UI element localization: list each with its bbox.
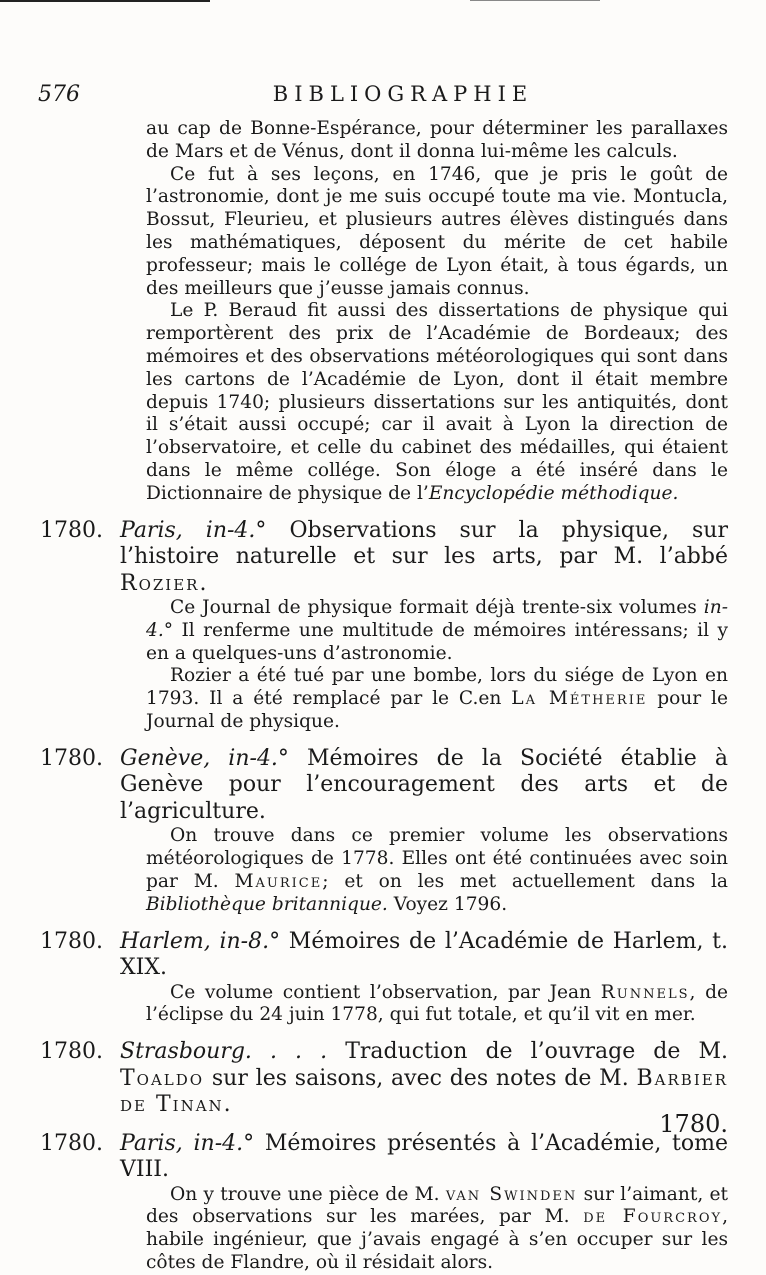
entry-note-paragraph [146,982,728,1028]
entry-heading [40,1131,728,1184]
entry-year: 1780. [40,1130,103,1156]
entry-title-text: Mémoires de la Société établie à Genève pour l’encouragement des arts et de l’agriculture. [120,745,728,824]
person-name: van Swinden [445,1183,578,1205]
entry-note-paragraph [146,597,728,665]
opening-section [40,118,728,506]
entry-place: Paris, in-4.° [120,1130,255,1156]
note-text: Ce volume contient l’observation, par Jean [170,981,601,1003]
entry-heading [40,518,728,598]
opening-paragraph-1: au cap de Bonne-Espérance, pour déterminer les parallaxes de Mars et de Vénus, dont il donna lui-même les calculs. [146,118,728,162]
top-rule [0,0,210,2]
note-text-cont: ; et on les met actuellement dans la [322,870,728,892]
entry-author: Rozier. [120,570,209,596]
entry-notes [40,597,728,734]
entry-title-text: Traduction de l’ouvrage de M. [345,1039,728,1065]
person-name: Maurice [234,870,323,892]
entry-year: 1780. [40,745,103,771]
entry-note-paragraph [146,665,728,733]
entry-heading [40,1039,728,1119]
top-rule-secondary [470,0,600,1]
entry-year: 1780. [40,517,103,543]
note-text-cont: Il renferme une multitude de mémoires intéressans; il y en a quelques-uns d’astronomie. [146,619,728,664]
entry-notes [40,1184,728,1275]
entry-title-text: Observations sur la physique, sur l’histoire naturelle et sur les arts, par M. l’abbé [120,517,728,570]
entry-title-text: Mémoires présentés à l’Académie, tome VIII. [120,1130,729,1183]
person-name: Runnels [600,981,690,1003]
note-text: On trouve dans ce premier volume les observations météorologiques de 1778. Elles ont été continuées avec soin par M. [146,825,728,892]
bibliography-entry [40,746,728,917]
entry-title-text: Mémoires de l’Académie de Harlem, t. XIX. [120,928,729,981]
person-name: La Métherie [511,688,648,710]
note-text: Rozier a été tué par une bombe, lors du siége de Lyon en 1793. Il a été remplacé par le C.en [146,665,728,710]
running-head: BIBLIOGRAPHIE [272,82,534,106]
page-number: 576 [38,82,80,107]
entry-title [120,518,728,598]
bibliography-entry [40,1039,728,1119]
entry-title [120,746,728,826]
bibliography-entry [40,518,728,734]
entry-note-paragraph [146,825,728,916]
entry-place: Paris, in-4.° [120,517,267,543]
opening-paragraph-3 [146,300,728,505]
entry-place: Harlem, in-8.° [120,928,281,954]
page-body [40,118,728,1275]
note-text: On y trouve une pièce de M. [170,1183,446,1205]
entry-notes [40,982,728,1028]
entry-title [120,1039,728,1119]
bibliography-entry [40,1131,728,1275]
note-text-cont: sur l’aimant, et des observations sur les marées, par M. [146,1183,728,1228]
note-text-end: , habile ingénieur, que j’avais engagé à s’en occuper sur les côtes de Flandre, où il résidait alors. [146,1206,728,1273]
entry-author-2: Barbier de Tinan. [120,1065,728,1118]
publication-title: Bibliothèque britannique. [146,893,388,915]
entry-title [120,929,728,982]
note-text-end: Voyez 1796. [387,893,508,915]
note-text: Ce Journal de physique formait déjà trente-six volumes [170,597,704,619]
entry-note-paragraph [146,1184,728,1275]
note-text-cont: pour le Journal de physique. [146,688,728,733]
entry-author: Toaldo [120,1065,205,1091]
entry-heading [40,929,728,982]
entry-title [120,1131,728,1184]
opening-paragraph-2: Ce fut à ses leçons, en 1746, que je pris le goût de l’astronomie, dont je me suis occupé toute ma vie. Montucla, Bossut, Fleurieu, et plusieurs autres élèves distingués dans les mathématiques, déposent du mérite de cet habile professeur; mais le collége de Lyon était, à tous égards, un des meilleurs que j’eusse jamais connus. [146,163,728,299]
entry-place: Strasbourg. . . . [120,1039,328,1065]
page-header [38,82,728,112]
bibliography-entry [40,929,728,1028]
entry-heading [40,746,728,826]
entry-year: 1780. [40,1039,103,1065]
entry-year: 1780. [40,928,103,954]
entry-place: Genève, in-4.° [120,745,289,771]
note-text-cont: , de l’éclipse du 24 juin 1778, qui fut totale, et qu’il vit en mer. [146,981,728,1026]
entry-notes [40,825,728,916]
opening-paragraph-3-text: Le P. Beraud fit aussi des dissertations de physique qui remportèrent des prix de l’Académie de Bordeaux; des mémoires et des observations météorologiques qui sont dans les cartons de l’Académie de Lyon, dont il était membre depuis 1740; plusieurs dissertations sur les antiquités, dont il s’était aussi occupé; car il avait à Lyon la direction de l’observatoire, et celle du cabinet des médailles, qui étaient dans le même collége. Son éloge a été inséré dans le Dictionnaire de physique de l’ [146,300,728,504]
entry-title-cont: sur les saisons, avec des notes de M. [204,1065,637,1091]
person-name-2: de Fourcroy [583,1206,723,1228]
format-text: in-4.° [146,597,728,641]
catchword: 1780. [659,1110,728,1138]
encyclopedie-title: Encyclopédie méthodique. [428,482,679,504]
